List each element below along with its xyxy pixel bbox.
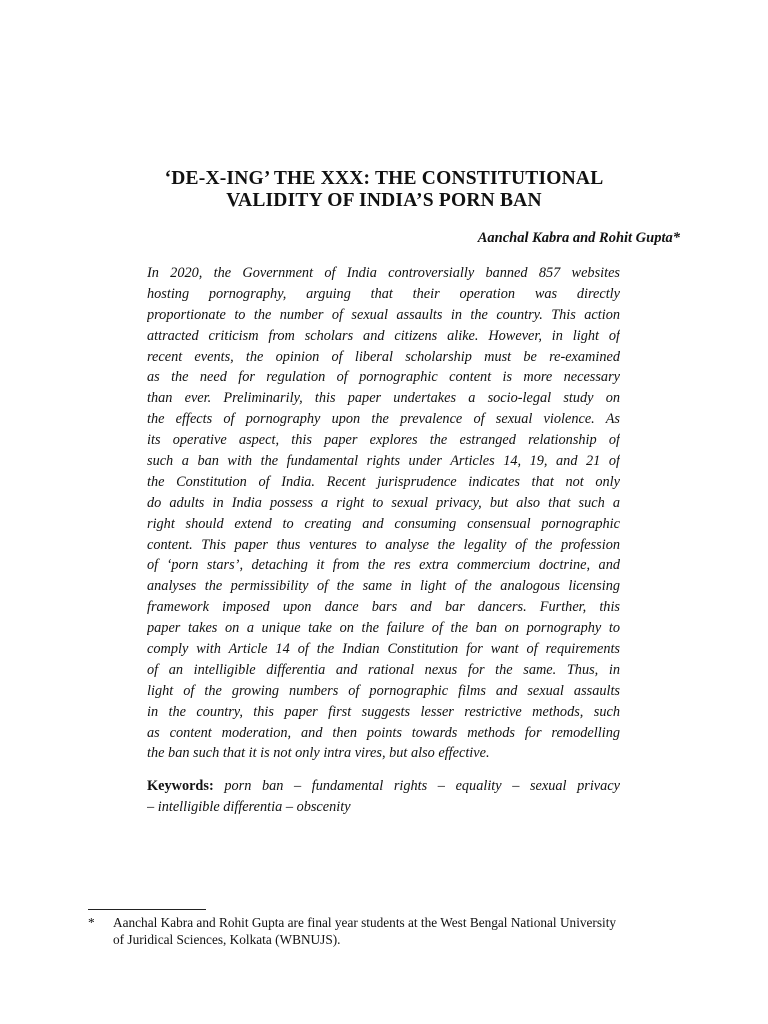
paper-title bbox=[84, 168, 684, 212]
abstract bbox=[147, 263, 620, 764]
abstract-line: than ever. Preliminarily, this paper undertakes a socio-legal study on bbox=[147, 390, 620, 407]
keywords-section bbox=[147, 776, 620, 818]
abstract-line: as the need for regulation of pornographic content is more necessary bbox=[147, 369, 620, 386]
abstract-line: of ‘porn stars’, detaching it from the res extra commercium doctrine, and bbox=[147, 557, 620, 574]
abstract-line: content. This paper thus ventures to analyse the legality of the profession bbox=[147, 536, 620, 553]
abstract-line: framework imposed upon dance bars and bar dancers. Further, this bbox=[147, 599, 620, 616]
footnote-marker: * bbox=[88, 915, 95, 930]
abstract-line: hosting pornography, arguing that their operation was directly bbox=[147, 285, 620, 302]
abstract-line: right should extend to creating and consuming consensual pornographic bbox=[147, 515, 620, 532]
keywords-line-2: – intelligible differentia – obscenity bbox=[147, 799, 351, 815]
footnote-text bbox=[113, 914, 688, 948]
abstract-line: analyses the permissibility of the same in light of the analogous licensing bbox=[147, 578, 620, 595]
footnote bbox=[88, 914, 688, 948]
abstract-line: proportionate to the number of sexual assaults in the country. This action bbox=[147, 306, 620, 323]
abstract-line: the ban such that it is not only intra vires, but also effective. bbox=[147, 745, 490, 762]
abstract-line: comply with Article 14 of the Indian Constitution for want of requirements bbox=[147, 641, 620, 658]
abstract-line: paper takes on a unique take on the failure of the ban on pornography to bbox=[147, 620, 620, 637]
footnote-divider bbox=[88, 909, 206, 910]
abstract-line: attracted criticism from scholars and citizens alike. However, in light of bbox=[147, 327, 620, 344]
abstract-line: light of the growing numbers of pornographic films and sexual assaults bbox=[147, 682, 620, 699]
keywords-text-1: porn ban – fundamental rights – equality – sexual privacy bbox=[224, 778, 620, 794]
abstract-line: the Constitution of India. Recent jurisprudence indicates that not only bbox=[147, 473, 620, 490]
footnote-line-2: of Juridical Sciences, Kolkata (WBNUJS). bbox=[113, 932, 341, 947]
title-line-2: VALIDITY OF INDIA’S PORN BAN bbox=[226, 190, 542, 211]
keywords-line-1 bbox=[147, 776, 620, 797]
keywords-label: Keywords: bbox=[147, 778, 214, 794]
abstract-line: recent events, the opinion of liberal scholarship must be re-examined bbox=[147, 348, 620, 365]
abstract-line: such a ban with the fundamental rights under Articles 14, 19, and 21 of bbox=[147, 453, 620, 470]
abstract-line: of an intelligible differentia and rational nexus for the same. Thus, in bbox=[147, 661, 620, 678]
abstract-line: the effects of pornography upon the prevalence of sexual violence. As bbox=[147, 411, 620, 428]
abstract-line: its operative aspect, this paper explores the estranged relationship of bbox=[147, 432, 620, 449]
abstract-line: in the country, this paper first suggests lesser restrictive methods, such bbox=[147, 703, 620, 720]
abstract-line: do adults in India possess a right to sexual privacy, but also that such a bbox=[147, 494, 620, 511]
footnote-line-1: Aanchal Kabra and Rohit Gupta are final year students at the West Bengal National University bbox=[113, 915, 617, 930]
abstract-line: as content moderation, and then points towards methods for remodelling bbox=[147, 724, 620, 741]
title-line-1: ‘DE-X-ING’ THE XXX: THE CONSTITUTIONAL bbox=[164, 168, 604, 189]
author-byline: Aanchal Kabra and Rohit Gupta* bbox=[477, 230, 680, 246]
abstract-line: In 2020, the Government of India controversially banned 857 websites bbox=[147, 265, 620, 281]
